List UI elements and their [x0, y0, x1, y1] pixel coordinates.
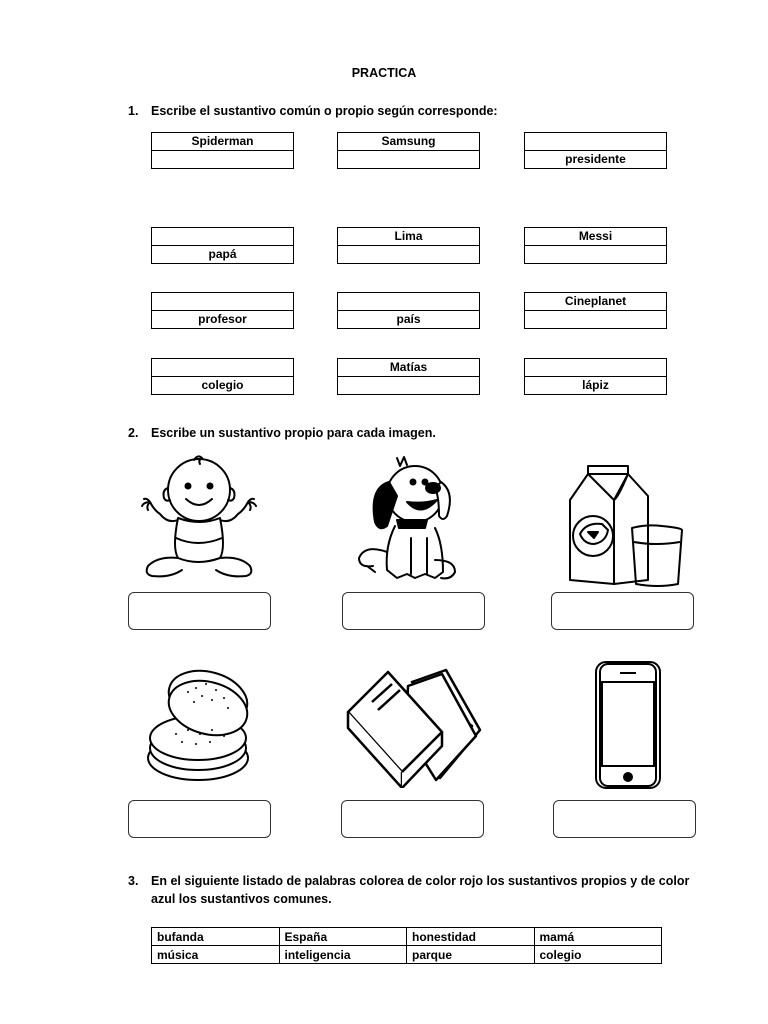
noun-cell[interactable] — [525, 359, 666, 377]
smartphone-icon — [594, 660, 662, 790]
table-row — [152, 946, 662, 964]
noun-pair — [524, 132, 667, 169]
noun-cell[interactable] — [338, 293, 479, 311]
noun-cell[interactable] — [525, 133, 666, 151]
noun-cell[interactable]: papá — [208, 247, 237, 261]
noun-cell[interactable]: país — [396, 312, 421, 326]
word-cell[interactable]: mamá — [534, 928, 662, 946]
answer-box[interactable] — [551, 592, 694, 630]
noun-cell[interactable] — [152, 151, 293, 169]
noun-cell[interactable] — [152, 293, 293, 311]
question-text: En el siguiente listado de palabras colorea de color rojo los sustantivos propios y de color — [151, 874, 690, 888]
question-number: 3. — [128, 874, 139, 888]
question-1 — [128, 102, 728, 120]
cookies-icon — [146, 668, 252, 786]
noun-cell[interactable] — [338, 151, 479, 169]
word-cell[interactable]: parque — [407, 946, 535, 964]
answer-box[interactable] — [128, 800, 271, 838]
answer-box[interactable] — [341, 800, 484, 838]
noun-pair — [524, 292, 667, 329]
noun-cell[interactable] — [152, 359, 293, 377]
word-table — [151, 927, 662, 964]
question-text: Escribe el sustantivo común o propio según corresponde: — [151, 104, 498, 118]
noun-cell[interactable]: Cineplanet — [525, 293, 666, 311]
books-icon — [342, 662, 482, 788]
noun-pair — [151, 227, 294, 264]
word-cell[interactable]: música — [152, 946, 280, 964]
question-2 — [128, 424, 728, 442]
noun-cell[interactable]: colegio — [201, 378, 244, 392]
question-3 — [128, 872, 728, 908]
noun-cell[interactable]: profesor — [198, 312, 247, 326]
milk-carton-icon — [562, 462, 686, 588]
noun-cell[interactable]: lápiz — [582, 378, 609, 392]
noun-pair — [337, 358, 480, 395]
noun-cell[interactable]: Spiderman — [152, 133, 293, 151]
noun-cell[interactable] — [338, 246, 479, 264]
noun-pair — [151, 358, 294, 395]
page-title: PRACTICA — [351, 66, 417, 80]
word-cell[interactable]: España — [279, 928, 407, 946]
word-cell[interactable]: honestidad — [407, 928, 535, 946]
baby-icon — [138, 452, 260, 580]
noun-cell[interactable] — [525, 311, 666, 329]
word-cell[interactable]: inteligencia — [279, 946, 407, 964]
noun-cell[interactable]: Samsung — [338, 133, 479, 151]
noun-pair — [151, 292, 294, 329]
table-row — [152, 928, 662, 946]
answer-box[interactable] — [553, 800, 696, 838]
noun-cell[interactable]: Matías — [338, 359, 479, 377]
word-cell[interactable]: bufanda — [152, 928, 280, 946]
question-number: 1. — [128, 104, 139, 118]
answer-box[interactable] — [342, 592, 485, 630]
noun-pair — [524, 227, 667, 264]
question-number: 2. — [128, 426, 139, 440]
answer-box[interactable] — [128, 592, 271, 630]
noun-cell[interactable]: Messi — [525, 228, 666, 246]
question-text: Escribe un sustantivo propio para cada imagen. — [151, 426, 436, 440]
noun-cell[interactable] — [338, 377, 479, 395]
noun-cell[interactable] — [152, 228, 293, 246]
dog-icon — [355, 452, 461, 586]
noun-cell[interactable]: Lima — [338, 228, 479, 246]
question-text-continued: azul los sustantivos comunes. — [151, 892, 332, 906]
noun-cell[interactable] — [525, 246, 666, 264]
noun-pair — [337, 132, 480, 169]
noun-pair — [524, 358, 667, 395]
noun-pair — [337, 292, 480, 329]
noun-cell[interactable]: presidente — [565, 152, 626, 166]
noun-pair — [337, 227, 480, 264]
word-cell[interactable]: colegio — [534, 946, 662, 964]
noun-pair — [151, 132, 294, 169]
